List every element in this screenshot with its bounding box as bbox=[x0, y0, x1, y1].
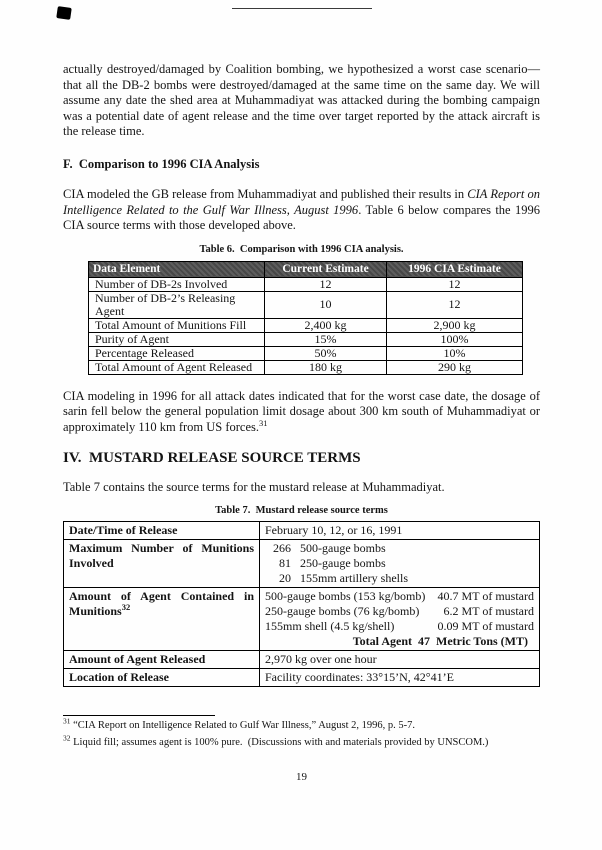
paragraph-table7-intro: Table 7 contains the source terms for the mustard release at Muhammadiyat. bbox=[63, 479, 445, 494]
heading-section-iv: IV. MUSTARD RELEASE SOURCE TERMS bbox=[63, 449, 361, 466]
table6-cell-label: Percentage Released bbox=[89, 346, 265, 360]
table6-cell-current: 12 bbox=[265, 277, 387, 291]
table6-cell-cia: 10% bbox=[387, 346, 523, 360]
table6-cell-label: Number of DB-2s Involved bbox=[89, 277, 265, 291]
agent-line bbox=[265, 589, 534, 604]
munition-line bbox=[265, 556, 534, 571]
table6-cell-cia: 12 bbox=[387, 277, 523, 291]
table7-mustard-source-terms bbox=[63, 521, 540, 687]
table6-header-1996-cia-estimate: 1996 CIA Estimate bbox=[387, 261, 523, 277]
table7-label-agent-contained-text: Amount of Agent Contained in Munitions bbox=[69, 589, 254, 619]
table-row bbox=[64, 588, 540, 651]
table-row bbox=[64, 669, 540, 687]
munition-count: 81 bbox=[279, 556, 291, 571]
table6-cell-label: Number of DB-2’s Releasing Agent bbox=[89, 291, 265, 318]
agent-amount: 40.7 MT of mustard bbox=[437, 589, 534, 604]
footnote-31 bbox=[63, 716, 540, 733]
table6-header-data-element: Data Element bbox=[89, 261, 265, 277]
agent-amount: 0.09 MT of mustard bbox=[437, 619, 534, 634]
agent-item: 250-gauge bombs (76 kg/bomb) bbox=[265, 604, 420, 619]
munition-count: 266 bbox=[273, 541, 291, 556]
footnote-32 bbox=[63, 733, 540, 750]
table-row bbox=[89, 332, 523, 346]
table-row bbox=[89, 277, 523, 291]
paragraph-cia-1996-text: CIA modeling in 1996 for all attack dates indicated that for the worst case date, the dosage of sarin fell below the general population limit dosage about 300 km south of Muhammadiyat or approximately 110 km from US forces. bbox=[63, 388, 540, 434]
footnote-divider bbox=[63, 715, 215, 716]
table7-label-max-munitions: Maximum Number of Munitions Involved bbox=[64, 540, 260, 588]
table-row bbox=[89, 291, 523, 318]
table6-cell-label: Total Amount of Agent Released bbox=[89, 360, 265, 374]
table7-value-location: Facility coordinates: 33°15’N, 42°41’E bbox=[260, 669, 540, 687]
table6-cell-label: Total Amount of Munitions Fill bbox=[89, 318, 265, 332]
table6-cell-current: 50% bbox=[265, 346, 387, 360]
table-row bbox=[89, 360, 523, 374]
table7-value-date-time: February 10, 12, or 16, 1991 bbox=[260, 522, 540, 540]
agent-line bbox=[265, 619, 534, 634]
paragraph-worst-case: actually destroyed/damaged by Coalition bombing, we hypothesized a worst case scenario—that all the DB-2 bombs were destroyed/damaged at the same time on the same day. We will assume any date the shed area at Muhammadiyat was attacked during the bombing campaign was a potential date of agent release and the time over target reported by the attack aircraft is the release time. bbox=[63, 62, 540, 139]
table6-caption: Table 6. Comparison with 1996 CIA analysis. bbox=[199, 243, 404, 255]
table-row bbox=[89, 346, 523, 360]
munition-count: 20 bbox=[279, 571, 291, 586]
munition-line bbox=[265, 571, 534, 586]
table6-cell-current: 2,400 kg bbox=[265, 318, 387, 332]
paragraph-cia-modeled-pre: CIA modeled the GB release from Muhammadiyat and published their results in bbox=[63, 186, 468, 201]
table-row bbox=[64, 522, 540, 540]
table6-cell-label: Purity of Agent bbox=[89, 332, 265, 346]
table6-cell-current: 180 kg bbox=[265, 360, 387, 374]
scan-artifact-blob bbox=[56, 6, 72, 20]
scan-artifact-line bbox=[232, 8, 372, 9]
table6-cell-cia: 12 bbox=[387, 291, 523, 318]
total-agent-line: Total Agent 47 Metric Tons (MT) bbox=[352, 634, 528, 649]
footnote-31-number: 31 bbox=[63, 716, 71, 726]
table7-caption: Table 7. Mustard release source terms bbox=[215, 505, 388, 517]
table-row bbox=[64, 540, 540, 588]
table7-value-max-munitions bbox=[260, 540, 540, 588]
paragraph-cia-modeled bbox=[63, 187, 540, 234]
page-number: 19 bbox=[296, 771, 307, 784]
table6-cell-cia: 290 kg bbox=[387, 360, 523, 374]
table7-value-agent-contained bbox=[260, 588, 540, 651]
agent-item: 500-gauge bombs (153 kg/bomb) bbox=[265, 589, 426, 604]
footnote-31-text: “CIA Report on Intelligence Related to Gulf War Illness,” August 2, 1996, p. 5-7. bbox=[70, 720, 416, 732]
footnote-ref-31: 31 bbox=[259, 417, 268, 428]
munition-item: 155mm artillery shells bbox=[300, 571, 408, 586]
cia-report-title-italic: CIA Report on Intelligence Related to the Gulf War Illness, August 1996 bbox=[63, 186, 540, 217]
table6-cell-cia: 2,900 kg bbox=[387, 318, 523, 332]
munition-item: 500-gauge bombs bbox=[300, 541, 386, 556]
munition-item: 250-gauge bombs bbox=[300, 556, 386, 571]
table-row bbox=[89, 318, 523, 332]
table7-value-agent-released: 2,970 kg over one hour bbox=[260, 651, 540, 669]
agent-line bbox=[265, 604, 534, 619]
footnote-32-number: 32 bbox=[63, 733, 71, 743]
footnote-32-text: Liquid fill; assumes agent is 100% pure. (Discussions with and materials provided by UNSCOM.) bbox=[70, 736, 489, 748]
table6-header-current-estimate: Current Estimate bbox=[265, 261, 387, 277]
table6-cia-comparison bbox=[88, 261, 523, 375]
table-row bbox=[64, 651, 540, 669]
table6-cell-current: 15% bbox=[265, 332, 387, 346]
table6-cell-cia: 100% bbox=[387, 332, 523, 346]
agent-amount: 6.2 MT of mustard bbox=[443, 604, 534, 619]
heading-section-f: F. Comparison to 1996 CIA Analysis bbox=[63, 156, 260, 171]
table6-cell-current: 10 bbox=[265, 291, 387, 318]
table7-label-location: Location of Release bbox=[64, 669, 260, 687]
table7-label-date-time: Date/Time of Release bbox=[64, 522, 260, 540]
footnote-ref-32: 32 bbox=[121, 602, 131, 613]
table7-label-agent-released: Amount of Agent Released bbox=[64, 651, 260, 669]
paragraph-cia-1996-modeling bbox=[63, 389, 540, 436]
table7-label-agent-contained bbox=[64, 588, 260, 651]
table6-header-row bbox=[89, 261, 523, 277]
paragraph-cia-modeled-post: . Table 6 below compares the 1996 CIA source terms with those developed above. bbox=[63, 202, 540, 233]
munition-line bbox=[265, 541, 534, 556]
agent-item: 155mm shell (4.5 kg/shell) bbox=[265, 619, 395, 634]
